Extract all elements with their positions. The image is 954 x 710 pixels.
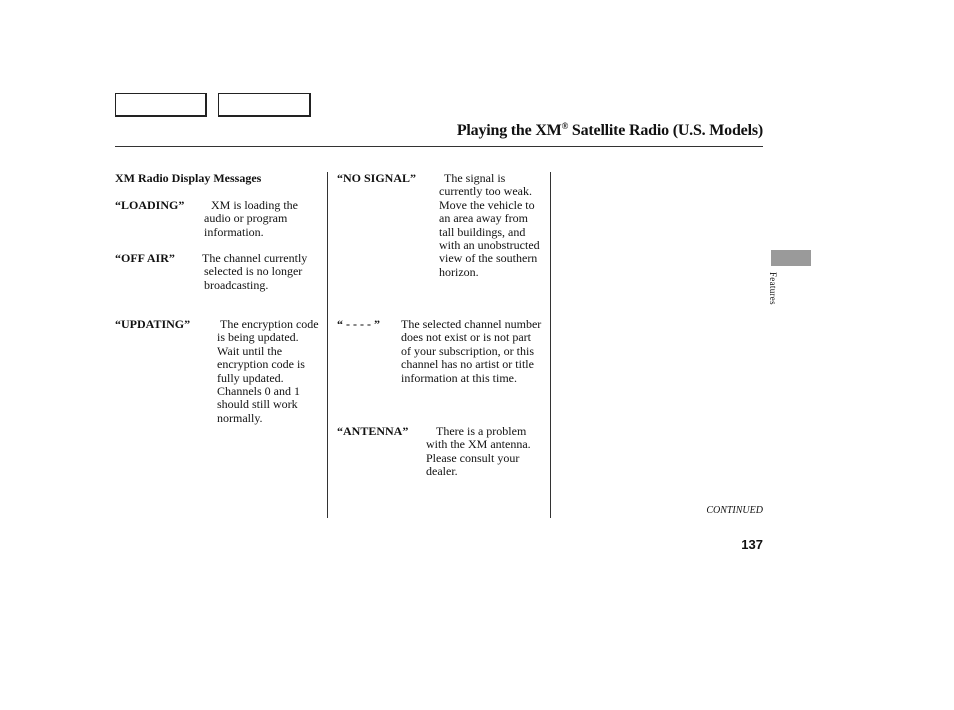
- message-term-antenna: “ANTENNA”: [337, 424, 409, 438]
- side-tab-label: Features: [768, 272, 778, 305]
- title-text: Playing the XM: [456, 122, 562, 139]
- title-text-rest: Satellite Radio (U.S. Models): [568, 122, 763, 139]
- page-title: [300, 121, 763, 140]
- nav-box-right[interactable]: [218, 93, 311, 117]
- message-desc-off-air: The channel currently selected is no longer broadcasting.: [202, 251, 308, 292]
- registered-mark: ®: [561, 121, 569, 131]
- message-term-no-signal: “NO SIGNAL”: [337, 171, 417, 185]
- message-desc-no-signal: The signal is currently too weak. Move the vehicle to an area away from tall buildings, and with an unobstructed view of the southern horizon.: [439, 171, 540, 279]
- message-desc-loading: XM is loading the audio or program information.: [204, 198, 298, 239]
- nav-box-left[interactable]: [115, 93, 207, 117]
- message-term-off-air: “OFF AIR”: [115, 251, 175, 265]
- message-desc-antenna: There is a problem with the XM antenna. Please consult your dealer.: [426, 424, 531, 479]
- continued-label: CONTINUED: [706, 505, 763, 516]
- section-heading: XM Radio Display Messages: [115, 171, 262, 185]
- side-tab-marker: [771, 250, 811, 266]
- page-number: 137: [741, 537, 763, 552]
- title-rule: [115, 146, 763, 147]
- column-divider-2: [550, 172, 551, 518]
- column-divider-1: [327, 172, 328, 518]
- message-term-no-info: “ - - - - ”: [337, 317, 380, 331]
- message-term-loading: “LOADING”: [115, 198, 185, 212]
- message-term-updating: “UPDATING”: [115, 317, 191, 331]
- message-desc-no-info: The selected channel number does not exist or is not part of your subscription, or this channel has no artist or title information at this time.: [401, 317, 542, 385]
- message-desc-updating: The encryption code is being updated. Wait until the encryption code is fully updated. Channels 0 and 1 should still work normally.: [217, 317, 319, 425]
